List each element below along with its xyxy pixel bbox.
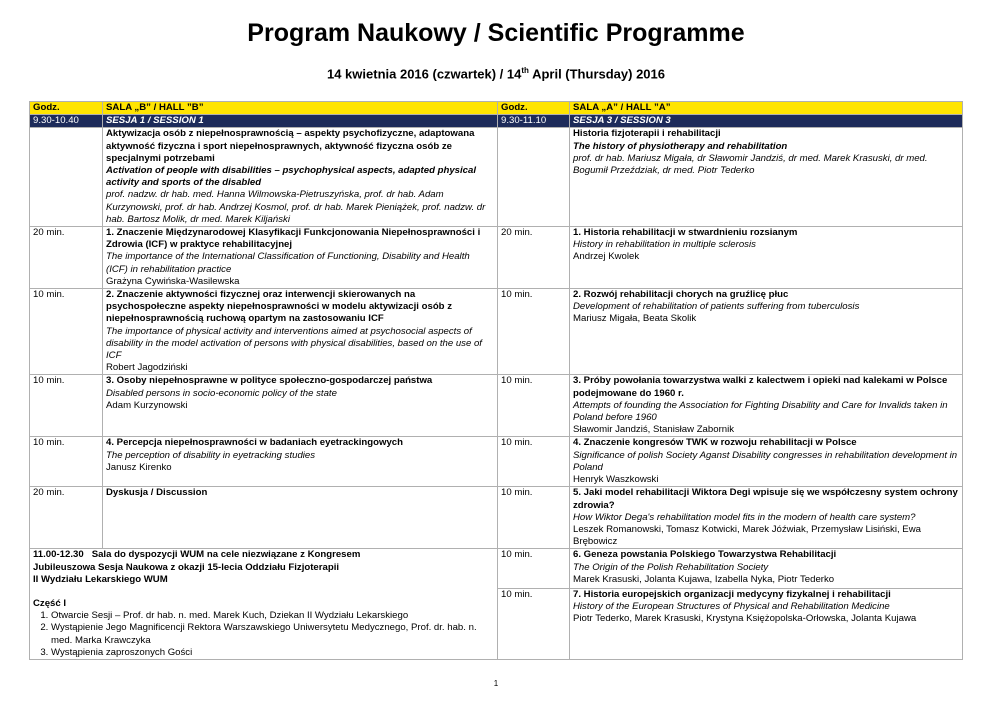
talk-item: 3. Osoby niepełnosprawne w polityce społeczno-gospodarczej państwa Disabled persons in socio-economic policy of the state Adam Kurzynowski [103,375,498,437]
session1-name: SESJA 1 / SESSION 1 [103,115,498,128]
header-time-right: Godz. [498,102,570,115]
table-row: 20 min. 1. Znaczenie Międzynarodowej Klasyfikacji Funkcjonowania Niepełnosprawności i Zdrowia (ICF) w praktyce rehabilitacyjnej The importance of the International Classification of Functioning, Disability and Health (ICF) in rehabilitation practice Grażyna Cywińska-Wasilewska 20 min. 1. Historia rehabilitacji w stwardnieniu rozsianym History in rehabilitation in multiple sclerosis Andrzej Kwolek [30,227,963,289]
session3-time: 9.30-11.10 [498,115,570,128]
discussion-item: Dyskusja / Discussion [103,487,498,549]
session1-time: 9.30-10.40 [30,115,103,128]
table-row: 10 min. 3. Osoby niepełnosprawne w polityce społeczno-gospodarczej państwa Disabled persons in socio-economic policy of the state Adam Kurzynowski 10 min. 3. Próby powołania towarzystwa walki z kalectwem i opieki nad kalekami w Polsce podejmowane do 1960 r. Attempts of founding the Association for Fighting Disability and Care for Invalids taken in Poland before 1960 Sławomir Jandziś, Stanisław Zabornik [30,375,963,437]
table-row: 10 min. 7. Historia europejskich organizacji medycyny fizykalnej i rehabilitacji History of the European Structures of Physical and Rehabilitation Medicine Piotr Tederko, Marek Krasuski, Krystyna Księżopolska-Orłowska, Jolanta Kujawa [30,588,963,659]
table-header-row [30,102,963,115]
talk-item: 1. Historia rehabilitacji w stwardnieniu rozsianym History in rehabilitation in multiple sclerosis Andrzej Kwolek [570,227,963,289]
page-number: 1 [493,679,499,688]
talk-item: 3. Próby powołania towarzystwa walki z kalectwem i opieki nad kalekami w Polsce podejmowane do 1960 r. Attempts of founding the Association for Fighting Disability and Care for Invalids taken in Poland before 1960 Sławomir Jandziś, Stanisław Zabornik [570,375,963,437]
talk-item: 5. Jaki model rehabilitacji Wiktora Degi wpisuje się we współczesny system ochrony zdrowia? How Wiktor Dega's rehabilitation model fits in the modern of health care system? Leszek Romanowski, Tomasz Kotwicki, Marek Jóźwiak, Przemysław Lisiński, Ewa Brębowicz [570,487,963,549]
talk-item: 7. Historia europejskich organizacji medycyny fizykalnej i rehabilitacji History of the European Structures of Physical and Rehabilitation Medicine Piotr Tederko, Marek Krasuski, Krystyna Księżopolska-Orłowska, Jolanta Kujawa [570,588,963,659]
programme-table [29,101,963,660]
talk-item: 2. Rozwój rehabilitacji chorych na gruźlicę płuc Development of rehabilitation of patients suffering from tuberculosis Mariusz Migała, Beata Skolik [570,289,963,375]
session-row [30,115,963,128]
talk-item: 4. Percepcja niepełnosprawności w badaniach eyetrackingowych The perception of disability in eyetracking studies Janusz Kirenko [103,437,498,487]
talk-item: 6. Geneza powstania Polskiego Towarzystwa Rehabilitacji The Origin of the Polish Rehabilitation Society Marek Krasuski, Jolanta Kujawa, Izabella Nyka, Piotr Tederko [570,549,963,589]
header-time-left: Godz. [30,102,103,115]
table-row [30,128,963,227]
table-row: 10 min. 4. Percepcja niepełnosprawności w badaniach eyetrackingowych The perception of disability in eyetracking studies Janusz Kirenko 10 min. 4. Znaczenie kongresów TWK w rozwoju rehabilitacji w Polsce Significance of polish Society Aganst Disability congresses in rehabilitation development in Poland Henryk Waszkowski [30,437,963,487]
date-subtitle: 14 kwietnia 2016 (czwartek) / 14th April (Thursday) 2016 [326,66,665,82]
table-row: 11.00-12.30 Sala do dyspozycji WUM na cele niezwiązane z Kongresem Jubileuszowa Sesja Naukowa z okazji 15-lecia Oddziału Fizjoterapii II Wydziału Lekarskiego WUM Część I 1. Otwarcie Sesji – Prof. dr hab. n. med. Marek Kuch, Dziekan II Wydziału Lekarskiego 2. Wystąpienie Jego Magnificencji Rektora Warszawskiego Uniwersytetu Medycznego, Prof. dr. hab. n. med. Marka Krawczyka 3. Wystąpienia zaproszonych Gości 10 min. 6. Geneza powstania Polskiego Towarzystwa Rehabilitacji The Origin of the Polish Rehabilitation Society Marek Krasuski, Jolanta Kujawa, Izabella Nyka, Piotr Tederko [30,549,963,589]
table-row: 20 min. Dyskusja / Discussion 10 min. 5. Jaki model rehabilitacji Wiktora Degi wpisuje się we współczesny system ochrony zdrowia? How Wiktor Dega's rehabilitation model fits in the modern of health care system? Leszek Romanowski, Tomasz Kotwicki, Marek Jóźwiak, Przemysław Lisiński, Ewa Brębowicz [30,487,963,549]
jubilee-session: 11.00-12.30 Sala do dyspozycji WUM na cele niezwiązane z Kongresem Jubileuszowa Sesja Naukowa z okazji 15-lecia Oddziału Fizjoterapii II Wydziału Lekarskiego WUM Część I 1. Otwarcie Sesji – Prof. dr hab. n. med. Marek Kuch, Dziekan II Wydziału Lekarskiego 2. Wystąpienie Jego Magnificencji Rektora Warszawskiego Uniwersytetu Medycznego, Prof. dr. hab. n. med. Marka Krawczyka 3. Wystąpienia zaproszonych Gości [30,549,498,660]
session1-description: Aktywizacja osób z niepełnosprawnością – aspekty psychofizyczne, adaptowana aktywność fizyczna i sport niepełnosprawnych, aktywność fizyczna osób ze specjalnymi potrzebami Activation of people with disabilities – psychophysical aspects, adapted physical activity and sports of the disabled prof. nadzw. dr hab. med. Hanna Wilmowska-Pietruszyńska, prof. dr hab. Adam Kurzynowski, prof. dr hab. Andrzej Kosmol, prof. dr hab. Marek Pieniążek, prof. nadzw. dr hab. Bartosz Molik, dr med. Marek Kiljański [103,128,498,227]
session3-description: Historia fizjoterapii i rehabilitacji The history of physiotherapy and rehabilitation prof. dr hab. Mariusz Migała, dr Sławomir Jandziś, dr med. Marek Krasuski, dr med. Bogumił Przeździak, dr med. Piotr Tederko [570,128,963,227]
page-title: Program Naukowy / Scientific Programme [247,19,745,47]
talk-item: 2. Znaczenie aktywności fizycznej oraz interwencji skierowanych na psychospołeczne aspekty niepełnosprawności w modelu aktywizacji osób z niepełnosprawnością ruchową opartym na zastosowaniu ICF The importance of physical activity and interventions aimed at psychosocial aspects of disability in the model activation of persons with physical disabilities, based on the use of ICF Robert Jagodziński [103,289,498,375]
header-hall-a: SALA „A” / HALL ”A” [570,102,963,115]
session3-name: SESJA 3 / SESSION 3 [570,115,963,128]
talk-item: 4. Znaczenie kongresów TWK w rozwoju rehabilitacji w Polsce Significance of polish Society Aganst Disability congresses in rehabilitation development in Poland Henryk Waszkowski [570,437,963,487]
talk-item: 1. Znaczenie Międzynarodowej Klasyfikacji Funkcjonowania Niepełnosprawności i Zdrowia (ICF) w praktyce rehabilitacyjnej The importance of the International Classification of Functioning, Disability and Health (ICF) in rehabilitation practice Grażyna Cywińska-Wasilewska [103,227,498,289]
header-hall-b: SALA „B” / HALL ”B” [103,102,498,115]
table-row: 10 min. 2. Znaczenie aktywności fizycznej oraz interwencji skierowanych na psychospołeczne aspekty niepełnosprawności w modelu aktywizacji osób z niepełnosprawnością ruchową opartym na zastosowaniu ICF The importance of physical activity and interventions aimed at psychosocial aspects of disability in the model activation of persons with physical disabilities, based on the use of ICF Robert Jagodziński 10 min. 2. Rozwój rehabilitacji chorych na gruźlicę płuc Development of rehabilitation of patients suffering from tuberculosis Mariusz Migała, Beata Skolik [30,289,963,375]
